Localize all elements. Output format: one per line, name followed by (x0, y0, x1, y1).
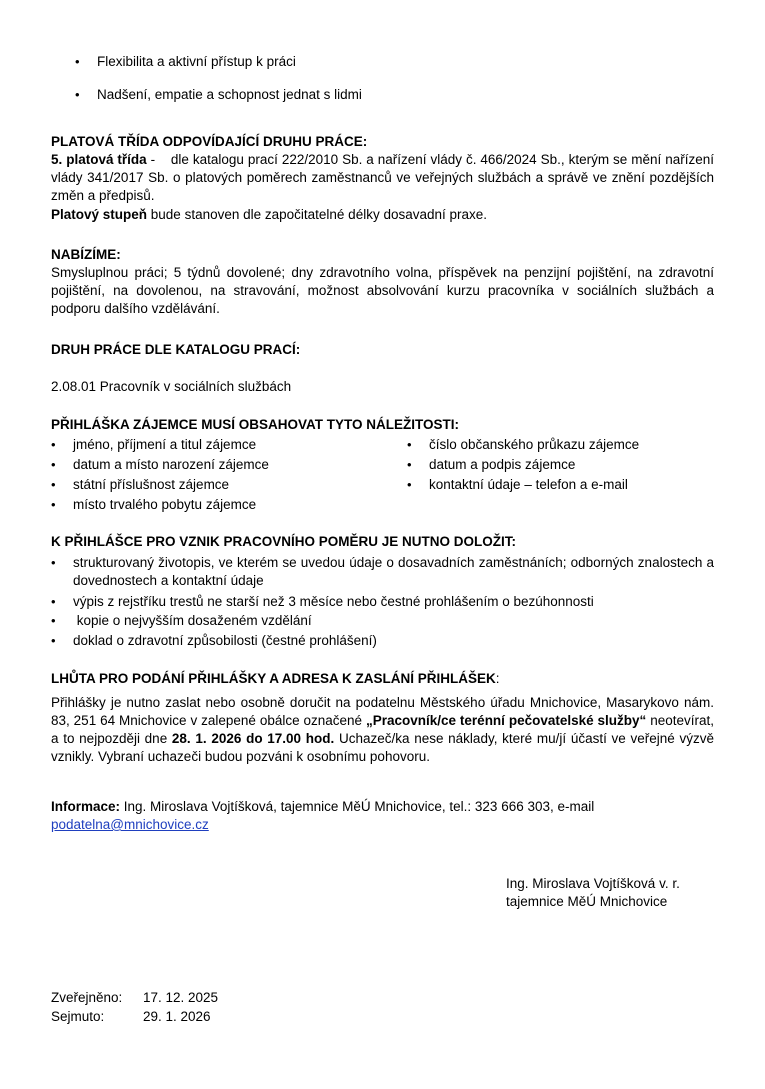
application-heading: PŘIHLÁŠKA ZÁJEMCE MUSÍ OBSAHOVAT TYTO NÁLEŽITOSTI: (51, 417, 460, 432)
list-item: • Flexibilita a aktivní přístup k práci (97, 53, 296, 71)
published-label: Zveřejněno: (51, 990, 123, 1005)
list-item: • výpis z rejstříku trestů ne starší než 3 měsíce nebo čestné prohlášením o bezúhonnosti (73, 593, 594, 611)
work-type-text: 2.08.01 Pracovník v sociálních službách (51, 379, 292, 394)
deadline-heading: LHŮTA PRO PODÁNÍ PŘIHLÁŠKY A ADRESA K ZASLÁNÍ PŘIHLÁŠEK: (51, 671, 500, 686)
list-item: • strukturovaný životopis, ve kterém se uvedou údaje o dosavadních zaměstnáních; odborných znalostech a dovednostech a kontaktní údaje (73, 554, 714, 590)
removed-label: Sejmuto: (51, 1009, 105, 1024)
salary-text: 5. platová třída - dle katalogu prací 222/2010 Sb. a nařízení vlády č. 466/2024 Sb., kterým se mění nařízení vlády 341/2017 Sb. o platových poměrech zaměstnanců ve veřejných službách a správě ve znění pozdějších změn a předpisů. (51, 152, 714, 203)
email-link[interactable]: podatelna@mnichovice.cz (51, 817, 209, 832)
list-item: • datum a místo narození zájemce (73, 456, 269, 474)
list-item: • státní příslušnost zájemce (73, 476, 229, 494)
list-item: • Nadšení, empatie a schopnost jednat s lidmi (97, 86, 362, 104)
list-item: • kopie o nejvyšším dosaženém vzdělání (73, 612, 312, 630)
list-item: • jméno, příjmení a titul zájemce (73, 436, 256, 454)
list-item: • číslo občanského průkazu zájemce (429, 436, 639, 454)
offer-heading: NABÍZÍME: (51, 247, 121, 262)
signature-role: tajemnice MěÚ Mnichovice (506, 894, 668, 909)
work-type-heading: DRUH PRÁCE DLE KATALOGU PRACÍ: (51, 342, 301, 357)
info-text: Informace: Ing. Miroslava Vojtíšková, tajemnice MěÚ Mnichovice, tel.: 323 666 303, e-mail podatelna@mnichovice.cz (51, 799, 595, 832)
salary-step: Platový stupeň bude stanoven dle započitatelné délky dosavadní praxe. (51, 207, 488, 222)
attachments-heading: K PŘIHLÁŠCE PRO VZNIK PRACOVNÍHO POMĚRU JE NUTNO DOLOŽIT: (51, 534, 517, 549)
list-item: • místo trvalého pobytu zájemce (73, 496, 256, 514)
signature-name: Ing. Miroslava Vojtíšková v. r. (506, 876, 680, 891)
list-item: • doklad o zdravotní způsobilosti (čestné prohlášení) (73, 632, 377, 650)
list-item: • datum a podpis zájemce (429, 456, 575, 474)
offer-text: Smysluplnou práci; 5 týdnů dovolené; dny zdravotního volna, příspěvek na penzijní pojištění, na zdravotní pojištění, na dovolenou, na stravování, možnost absolvování kurzu pracovníka v sociálních službách a podporu dalšího vzdělávání. (51, 265, 714, 316)
salary-heading: PLATOVÁ TŘÍDA ODPOVÍDAJÍCÍ DRUHU PRÁCE: (51, 134, 368, 149)
published-date: 17. 12. 2025 (143, 990, 219, 1005)
removed-date: 29. 1. 2026 (143, 1009, 211, 1024)
deadline-text: Přihlášky je nutno zaslat nebo osobně doručit na podatelnu Městského úřadu Mnichovice, Masarykovo nám. 83, 251 64 Mnichovice v zalepené obálce označené „Pracovník/ce terénní pečovatelské služby“ neotevírat, a to nejpozději dne 28. 1. 2026 do 17.00 hod. Uchazeč/ka nese náklady, které mu/jí účastí ve veřejné výzvě vznikly. Vybraní uchazeči budou pozváni k osobnímu pohovoru. (51, 695, 715, 764)
list-item: • kontaktní údaje – telefon a e-mail (429, 476, 628, 494)
